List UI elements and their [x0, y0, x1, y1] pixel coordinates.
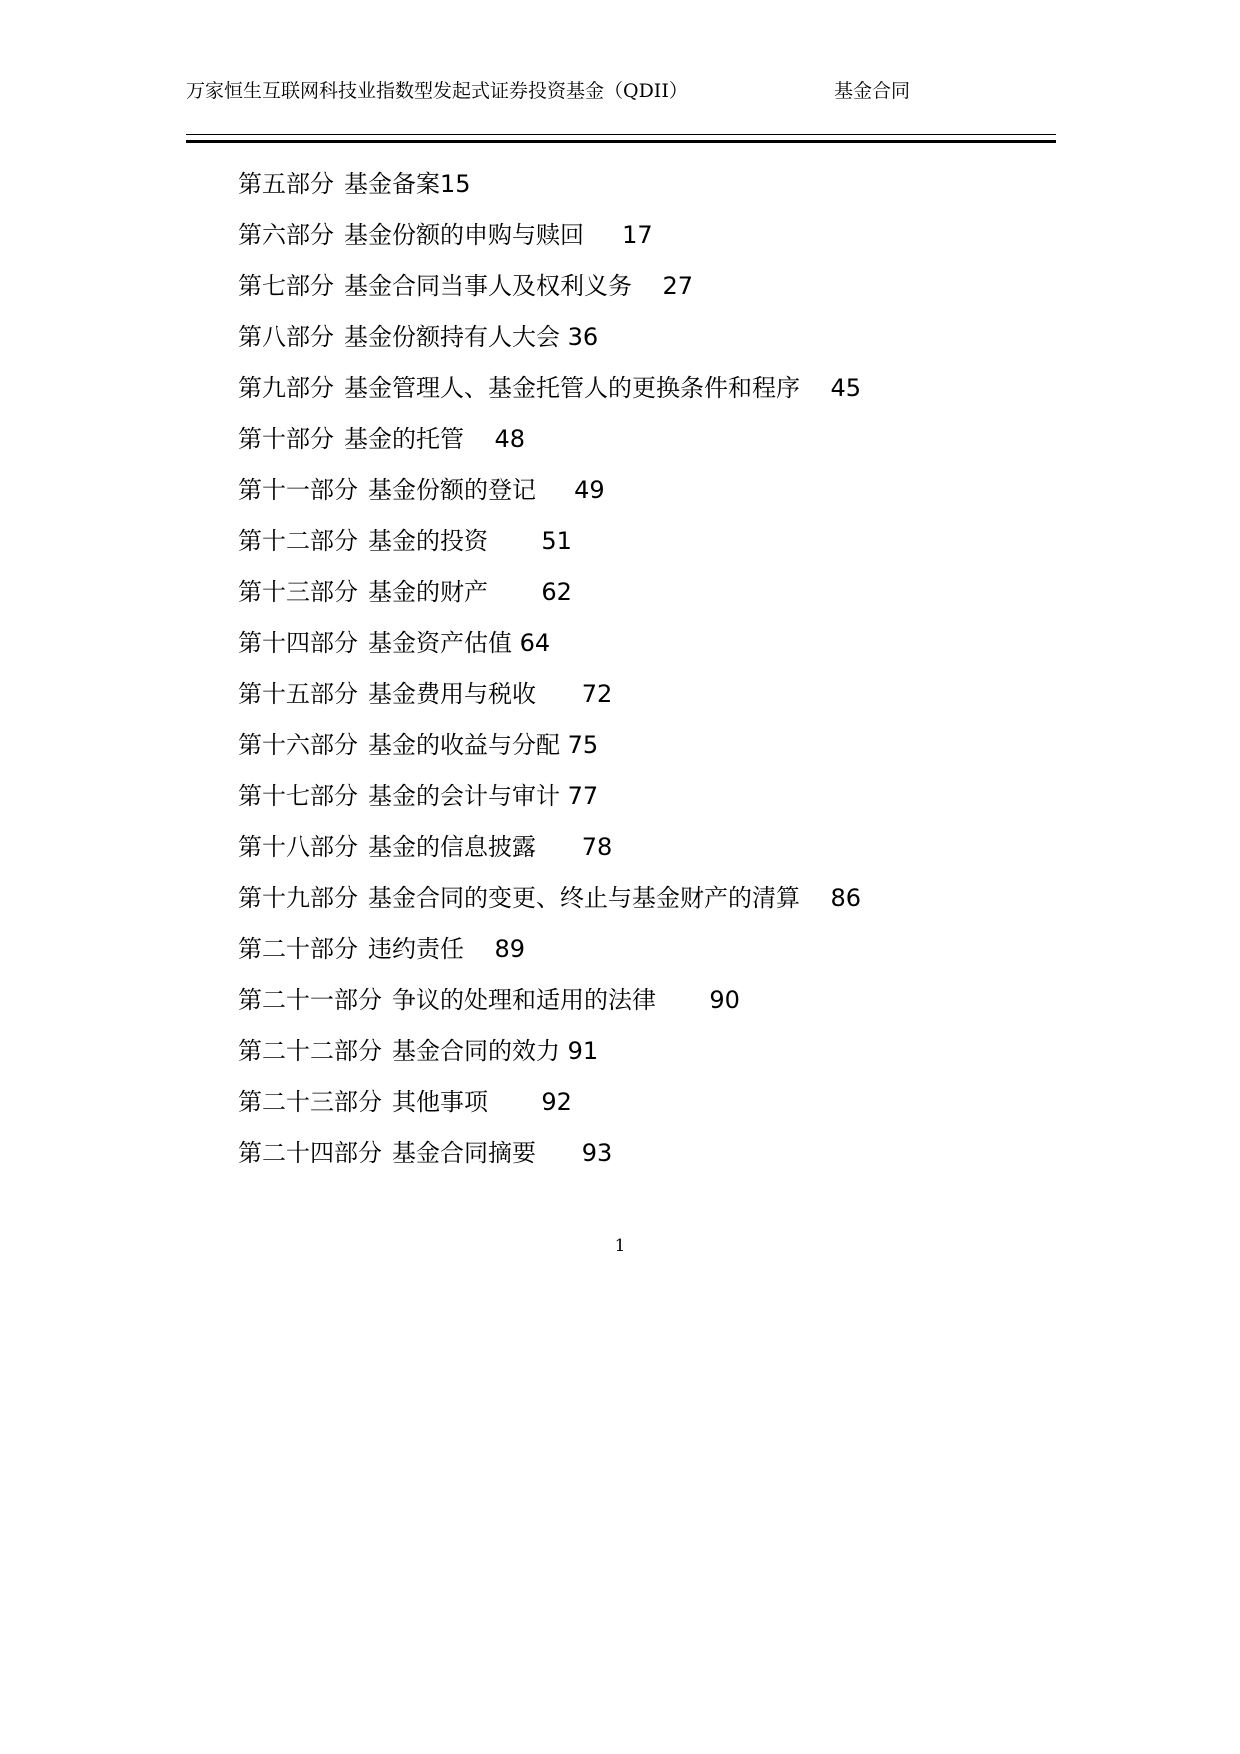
toc-page-number: 75: [567, 731, 599, 759]
toc-part-label: 第十九部分: [238, 884, 358, 912]
toc-part-label: 第七部分: [238, 272, 334, 300]
toc-entry[interactable]: [238, 215, 861, 266]
toc-title: 基金合同当事人及权利义务: [344, 272, 632, 300]
toc-part-label: 第六部分: [238, 221, 334, 249]
toc-title: 基金的财产: [368, 578, 488, 606]
toc-part-label: 第五部分: [238, 170, 334, 198]
toc-entry[interactable]: [238, 674, 861, 725]
toc-gap: [488, 1088, 541, 1116]
toc-entry[interactable]: [238, 1031, 861, 1082]
toc-entry[interactable]: [238, 470, 861, 521]
toc-title: 基金份额持有人大会: [344, 323, 560, 351]
toc-page-number: 86: [830, 884, 862, 912]
toc-page-number: 48: [494, 425, 526, 453]
toc-gap: [560, 323, 568, 351]
toc-page-number: 17: [622, 221, 653, 249]
toc-part-label: 第二十一部分: [238, 986, 382, 1014]
toc-page-number: 64: [519, 629, 551, 657]
toc-title: 基金备案: [344, 170, 440, 198]
toc-gap: [488, 527, 541, 555]
toc-gap: [488, 578, 541, 606]
toc-gap: [464, 935, 495, 963]
toc-part-label: 第十四部分: [238, 629, 358, 657]
toc-page-number: 93: [581, 1139, 613, 1167]
toc-entry[interactable]: [238, 827, 861, 878]
toc-title: 基金份额的申购与赎回: [344, 221, 584, 249]
toc-gap: [536, 680, 582, 708]
toc-page-number: 72: [581, 680, 613, 708]
toc-page-number: 90: [709, 986, 740, 1014]
toc-gap: [800, 884, 831, 912]
toc-title: 基金份额的登记: [368, 476, 536, 504]
toc-gap: [512, 629, 520, 657]
toc-part-label: 第十部分: [238, 425, 334, 453]
header-rule-thin: [186, 134, 1056, 135]
toc-part-label: 第八部分: [238, 323, 334, 351]
toc-page-number: 36: [567, 323, 599, 351]
toc-title: 基金费用与税收: [368, 680, 536, 708]
toc-gap: [632, 272, 663, 300]
toc-page-number: 92: [541, 1088, 572, 1116]
toc-entry[interactable]: [238, 521, 861, 572]
toc-entry[interactable]: [238, 266, 861, 317]
toc-gap: [584, 221, 622, 249]
toc-entry[interactable]: [238, 368, 861, 419]
toc-page-number: 15: [440, 170, 471, 198]
toc-title: 基金管理人、基金托管人的更换条件和程序: [344, 374, 800, 402]
toc-gap: [560, 1037, 568, 1065]
toc-entry[interactable]: [238, 776, 861, 827]
toc-page-number: 27: [662, 272, 694, 300]
toc-title: 基金的托管: [344, 425, 464, 453]
toc-part-label: 第十八部分: [238, 833, 358, 861]
toc-entry[interactable]: [238, 572, 861, 623]
toc-title: 基金资产估值: [368, 629, 512, 657]
page-number: 1: [614, 1236, 626, 1256]
toc-page-number: 51: [541, 527, 572, 555]
toc-page-number: 78: [581, 833, 613, 861]
header-rule-thick: [186, 140, 1056, 143]
toc-title: 基金的信息披露: [368, 833, 536, 861]
toc-title: 基金合同的效力: [392, 1037, 560, 1065]
toc-part-label: 第十六部分: [238, 731, 358, 759]
toc-entry[interactable]: [238, 317, 861, 368]
toc-page-number: 77: [567, 782, 599, 810]
toc-part-label: 第二十四部分: [238, 1139, 382, 1167]
toc-gap: [536, 1139, 582, 1167]
document-title: 万家恒生互联网科技业指数型发起式证券投资基金（QDII）: [186, 80, 688, 102]
toc-entry[interactable]: [238, 878, 861, 929]
toc-entry[interactable]: [238, 164, 861, 215]
toc-page-number: 49: [574, 476, 605, 504]
toc-entry[interactable]: [238, 980, 861, 1031]
toc-part-label: 第二十三部分: [238, 1088, 382, 1116]
toc-gap: [536, 833, 582, 861]
toc-title: 其他事项: [392, 1088, 488, 1116]
toc-gap: [656, 986, 709, 1014]
toc-gap: [560, 731, 568, 759]
toc-gap: [560, 782, 568, 810]
toc-entry[interactable]: [238, 623, 861, 674]
toc-part-label: 第二十部分: [238, 935, 358, 963]
toc-part-label: 第十一部分: [238, 476, 358, 504]
toc-page-number: 62: [541, 578, 572, 606]
page-header: [186, 76, 1056, 104]
toc-title: 争议的处理和适用的法律: [392, 986, 656, 1014]
toc-entry[interactable]: [238, 1082, 861, 1133]
toc-page-number: 89: [494, 935, 526, 963]
toc-page-number: 91: [567, 1037, 599, 1065]
toc-title: 基金合同摘要: [392, 1139, 536, 1167]
toc-part-label: 第十七部分: [238, 782, 358, 810]
toc-title: 基金的收益与分配: [368, 731, 560, 759]
document-type: 基金合同: [834, 80, 911, 102]
toc-gap: [464, 425, 495, 453]
toc-page-number: 45: [830, 374, 862, 402]
toc-title: 基金的投资: [368, 527, 488, 555]
toc-entry[interactable]: [238, 419, 861, 470]
toc-gap: [800, 374, 831, 402]
toc-part-label: 第十二部分: [238, 527, 358, 555]
toc-part-label: 第二十二部分: [238, 1037, 382, 1065]
toc-entry[interactable]: [238, 929, 861, 980]
toc-title: 基金合同的变更、终止与基金财产的清算: [368, 884, 800, 912]
toc-title: 基金的会计与审计: [368, 782, 560, 810]
toc-gap: [536, 476, 574, 504]
table-of-contents: [238, 164, 861, 1184]
toc-part-label: 第九部分: [238, 374, 334, 402]
toc-entry[interactable]: [238, 1133, 861, 1184]
toc-entry[interactable]: [238, 725, 861, 776]
toc-title: 违约责任: [368, 935, 464, 963]
toc-part-label: 第十三部分: [238, 578, 358, 606]
toc-part-label: 第十五部分: [238, 680, 358, 708]
